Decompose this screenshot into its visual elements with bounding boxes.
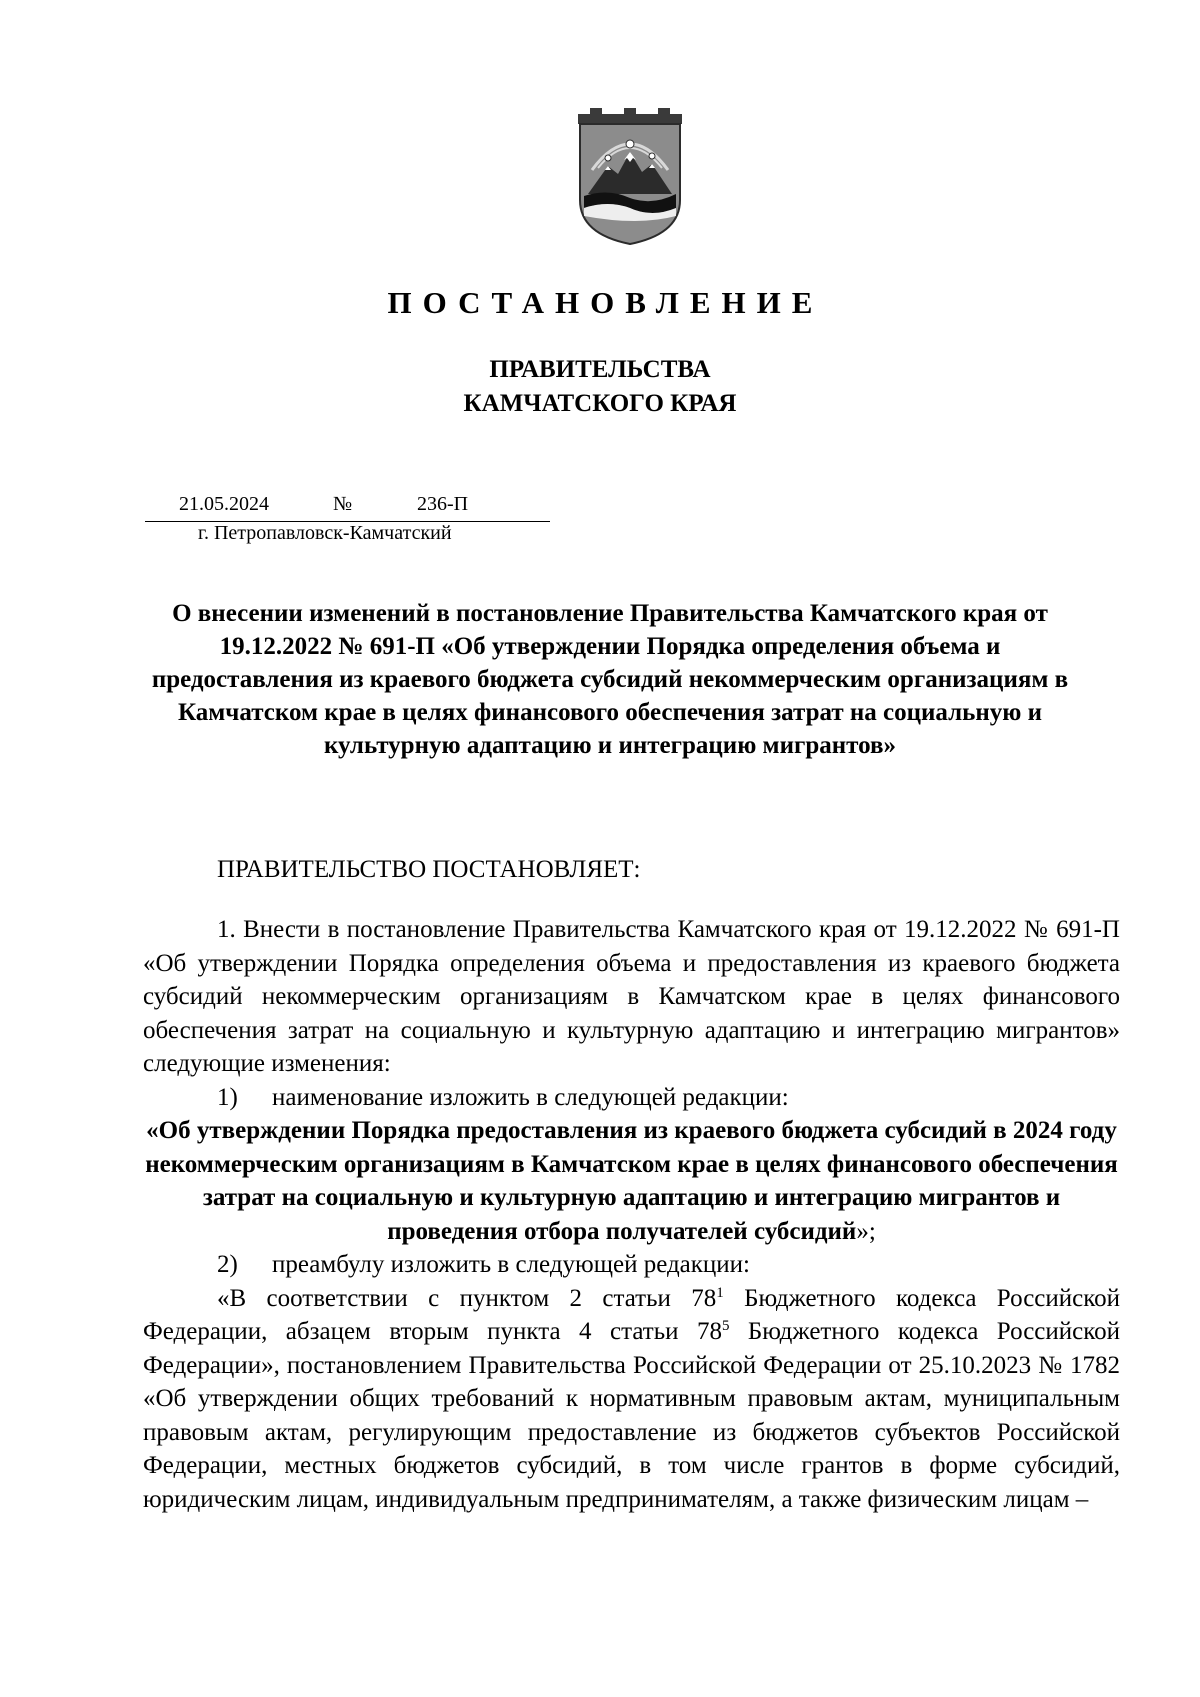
document-title: О внесении изменений в постановление Правительства Камчатского края от 19.12.2022 № 691-П «Об утверждении Порядка определения объема и предоставления из краевого бюджета субсидий некоммерческим организациям в Камчатском крае в целях финансового обеспечения затрат на социальную и культурную адаптацию и интеграцию мигрантов» (151, 600, 1069, 759)
quoted-new-title-tail: »; (856, 1217, 876, 1245)
issuer-line-1: ПРАВИТЕЛЬСТВА (489, 356, 711, 383)
paragraph-2 (143, 1282, 1120, 1517)
issuer-heading (0, 353, 1200, 421)
issuer-line-2: КАМЧАТСКОГО КРАЯ (463, 390, 737, 417)
kamchatka-coat-of-arms-icon (578, 108, 682, 246)
registration-city: г. Петропавловск-Камчатский (198, 522, 452, 544)
quoted-new-title-text: «Об утверждении Порядка предоставления из краевого бюджета субсидий в 2024 году некоммерческим организациям в Камчатском крае в целях финансового обеспечения затрат на социальную и культурную адаптацию и интеграцию мигрантов и проведения отбора получателей субсидий (145, 1117, 1118, 1245)
number-sign: № (333, 493, 353, 515)
document-body (143, 913, 1120, 1516)
registration-number: 236-П (417, 493, 469, 515)
list-item-2-text: преамбулу изложить в следующей редакции: (272, 1251, 751, 1278)
registration-line (145, 491, 550, 522)
document-type-heading: ПОСТАНОВЛЕНИЕ (387, 285, 824, 320)
preamble-heading: ПРАВИТЕЛЬСТВО ПОСТАНОВЛЯЕТ: (217, 856, 641, 883)
list-item-2-number: 2) (217, 1251, 238, 1278)
list-item-2 (143, 1248, 1120, 1282)
superscript-1: 1 (716, 1284, 724, 1301)
list-item-1 (143, 1081, 1120, 1115)
quoted-new-title (143, 1114, 1120, 1248)
paragraph-1: 1. Внести в постановление Правительства Камчатского края от 19.12.2022 № 691-П «Об утверждении Порядка определения объема и предоставления из краевого бюджета субсидий некоммерческим организациям в Камчатском крае в целях финансового обеспечения затрат на социальную и культурную адаптацию и интеграцию мигрантов» следующие изменения: (143, 916, 1120, 1077)
registration-date: 21.05.2024 (179, 493, 269, 515)
paragraph-2-part-1: «В соответствии с пунктом 2 статьи 78 (217, 1284, 717, 1312)
list-item-1-text: наименование изложить в следующей редакции: (272, 1083, 789, 1111)
paragraph-2-part-2: Бюджетного кодекса Российской Федерации, абзацем вторым пункта 4 статьи 78 (143, 1284, 1121, 1345)
list-item-1-number: 1) (217, 1083, 238, 1111)
paragraph-2-part-3: Бюджетного кодекса Российской Федерации», постановлением Правительства Российской Федерации от 25.10.2023 № 1782 «Об утверждении общих требований к нормативным правовым актам, муниципальным правовым актам, регулирующим предоставление из бюджетов субъектов Российской Федерации, местных бюджетов субсидий, в том числе грантов в форме субсидий, юридическим лицам, индивидуальным предпринимателям, а также физическим лицам – (143, 1318, 1120, 1513)
superscript-2: 5 (721, 1318, 730, 1334)
